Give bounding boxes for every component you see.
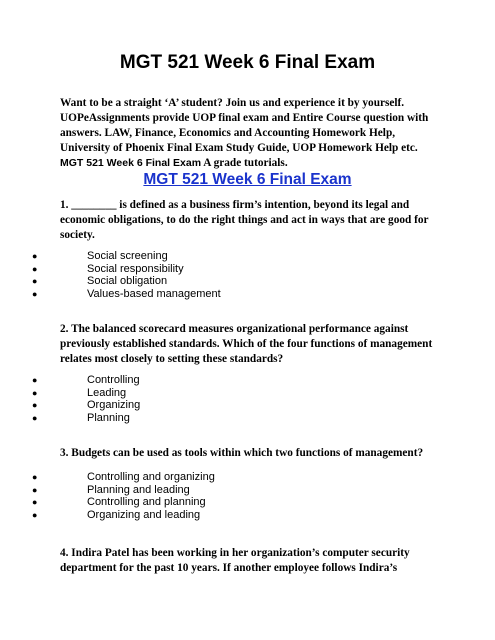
bullet-icon: ● — [32, 263, 38, 274]
list-item: ● Social obligation — [32, 275, 168, 288]
bullet-icon: ● — [32, 387, 38, 398]
list-item: ● Planning — [32, 412, 130, 425]
list-item: ● Social responsibility — [32, 262, 184, 275]
list-item: ● Organizing and leading — [32, 509, 201, 522]
list-item: ● Controlling and planning — [32, 496, 206, 509]
bullet-icon: ● — [32, 289, 38, 300]
question-4: 4. Indira Patel has been working in her organization’s computer security department for the past 10 years. If another employee follows Indira’s — [60, 547, 410, 574]
bullet-icon: ● — [32, 251, 38, 261]
question-3-options — [0, 471, 495, 522]
bullet-icon: ● — [32, 510, 38, 521]
list-item: ● Planning and leading — [32, 483, 190, 496]
list-item: ● Controlling and organizing — [32, 471, 215, 483]
intro-text: Want to be a straight ‘A’ student? Join us and experience it by yourself. UOPeAssignments provide UOP final exam and Entire Course question with answers. LAW, Finance, Economics and Accounting Homework Help, University of Phoenix Final Exam Study Guide, UOP Homework Help etc. — [60, 97, 429, 154]
intro-course-name: MGT 521 Week 6 Final Exam — [60, 157, 202, 169]
list-item: ● Controlling — [32, 374, 140, 386]
list-item: ● Social screening — [32, 250, 168, 262]
exam-title-link[interactable]: MGT 521 Week 6 Final Exam — [143, 171, 352, 188]
question-1: 1. ________ is defined as a business firm’s intention, beyond its legal and economic obligations, to do the right things and act in ways that are good for society. — [60, 199, 429, 241]
question-3: 3. Budgets can be used as tools within which two functions of management? — [60, 447, 424, 459]
bullet-icon: ● — [32, 413, 38, 424]
bullet-icon: ● — [32, 400, 38, 411]
bullet-icon: ● — [32, 484, 38, 495]
question-1-options — [0, 250, 495, 301]
bullet-icon: ● — [32, 497, 38, 508]
bullet-icon: ● — [32, 472, 38, 482]
question-2-options — [0, 374, 495, 425]
list-item: ● Organizing — [32, 399, 141, 412]
list-item: ● Leading — [32, 386, 127, 399]
question-2: 2. The balanced scorecard measures organizational performance against previously established standards. Which of the four functions of management relates most closely to setting these standards? — [60, 323, 433, 365]
intro-suffix: A grade tutorials. — [201, 157, 288, 169]
intro-paragraph — [60, 96, 440, 171]
bullet-icon: ● — [32, 276, 38, 287]
list-item: ● Values-based management — [32, 288, 221, 301]
bullet-icon: ● — [32, 375, 38, 385]
page-title: MGT 521 Week 6 Final Exam — [119, 52, 376, 73]
